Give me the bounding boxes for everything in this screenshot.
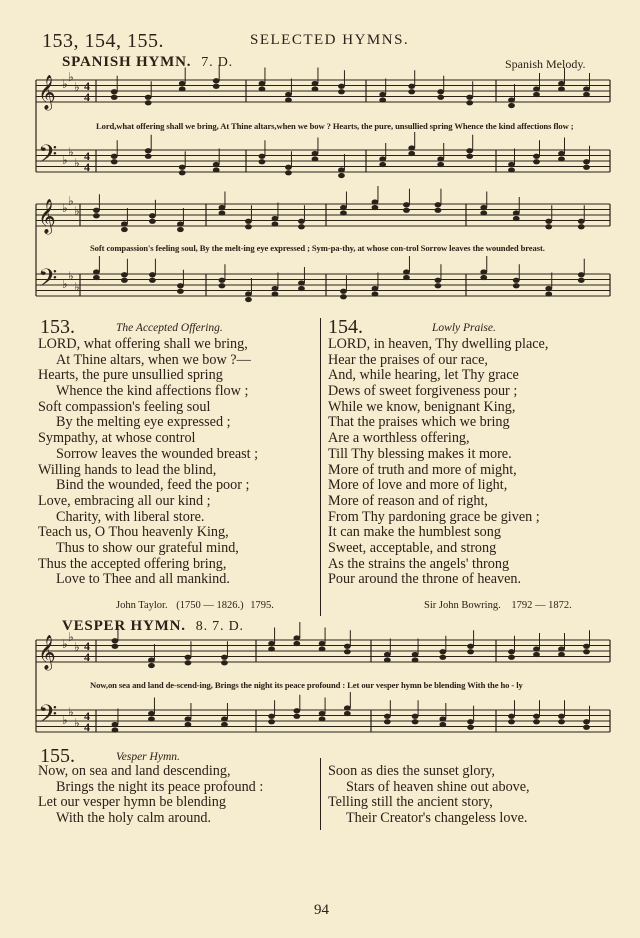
hymn-number-154: 154. xyxy=(328,316,363,338)
tune-meter: 8. 7. D. xyxy=(195,619,244,634)
note-head xyxy=(533,646,540,651)
flat-icon: ♭ xyxy=(62,277,68,291)
verse-line: By the melting eye expressed ; xyxy=(56,414,231,431)
verse-line: Willing hands to lead the blind, xyxy=(38,461,217,478)
note-head xyxy=(583,165,590,170)
flat-icon: ♭ xyxy=(68,145,74,159)
note-head xyxy=(185,655,192,660)
note-head xyxy=(467,649,474,654)
note-head xyxy=(312,151,319,156)
note-head xyxy=(435,278,442,283)
note-head xyxy=(379,97,386,102)
note-head xyxy=(312,156,319,161)
verse-line: Brings the night its peace profound : xyxy=(56,778,264,795)
note-head xyxy=(466,154,473,159)
note-head xyxy=(185,660,192,665)
note-head xyxy=(578,272,585,277)
music-system-2 xyxy=(36,196,614,314)
note-head xyxy=(272,291,279,296)
note-head xyxy=(179,81,186,86)
note-head xyxy=(177,289,184,294)
note-head xyxy=(435,283,442,288)
note-head xyxy=(149,278,156,283)
note-head xyxy=(93,275,100,280)
note-head xyxy=(298,286,305,291)
note-head xyxy=(272,221,279,226)
note-head xyxy=(533,719,540,724)
note-head xyxy=(338,167,345,172)
note-head xyxy=(533,86,540,91)
note-head xyxy=(111,89,118,94)
note-head xyxy=(259,159,266,164)
time-signature-top: 4 xyxy=(84,149,90,163)
hymn-author-153 xyxy=(116,600,274,611)
note-head xyxy=(285,170,292,175)
note-head xyxy=(412,657,419,662)
note-head xyxy=(439,655,446,660)
flat-icon: ♭ xyxy=(68,630,74,644)
note-head xyxy=(372,199,379,204)
note-head xyxy=(185,716,192,721)
verse-line: Telling still the ancient story, xyxy=(328,794,493,811)
note-head xyxy=(145,154,152,159)
note-head xyxy=(439,722,446,727)
verse-line: Thus the accepted offering bring, xyxy=(38,555,227,572)
note-head xyxy=(372,291,379,296)
note-head xyxy=(245,291,252,296)
hymn-author-154 xyxy=(424,600,572,611)
note-head xyxy=(508,719,515,724)
note-head xyxy=(558,151,565,156)
note-head xyxy=(533,154,540,159)
time-signature-bottom: 4 xyxy=(84,160,90,174)
verse-line: Love to Thee and all mankind. xyxy=(56,571,230,588)
verse-line: With the holy calm around. xyxy=(56,810,212,827)
verse-line: Soft compassion's feeling soul xyxy=(38,398,211,415)
note-head xyxy=(259,154,266,159)
note-head xyxy=(112,638,119,643)
note-head xyxy=(583,159,590,164)
note-head xyxy=(179,86,186,91)
note-head xyxy=(213,167,220,172)
verse-line: Hearts, the pure unsullied spring xyxy=(38,367,223,384)
note-head xyxy=(285,97,292,102)
flat-icon: ♭ xyxy=(68,70,74,84)
underlay-system-2: Soft compassion's feeling soul, By the melt-ing eye expressed ; Sym-pa-thy, at whose con-trol Sorrow leaves the wounded breast. xyxy=(90,243,545,253)
time-signature-bottom: 4 xyxy=(84,720,90,734)
note-head xyxy=(145,100,152,105)
flat-icon: ♭ xyxy=(62,713,68,727)
note-head xyxy=(583,92,590,97)
note-head xyxy=(213,84,220,89)
note-head xyxy=(340,205,347,210)
music-system-3 xyxy=(36,632,614,750)
verse-line: Dews of sweet forgiveness pour ; xyxy=(328,383,518,400)
note-head xyxy=(403,208,410,213)
note-head xyxy=(221,660,228,665)
note-head xyxy=(437,95,444,100)
note-head xyxy=(403,202,410,207)
page-header-title: SELECTED HYMNS. xyxy=(250,32,410,48)
note-head xyxy=(558,652,565,657)
note-head xyxy=(145,148,152,153)
column-divider-155 xyxy=(320,758,321,830)
note-head xyxy=(121,278,128,283)
note-head xyxy=(583,86,590,91)
treble-clef-icon: 𝄞 xyxy=(38,636,56,669)
note-head xyxy=(148,716,155,721)
note-head xyxy=(412,719,419,724)
flat-icon: ♭ xyxy=(74,80,80,94)
note-head xyxy=(259,81,266,86)
verse-line: From Thy pardoning grace be given ; xyxy=(328,508,540,525)
treble-clef-icon: 𝄞 xyxy=(38,200,56,233)
note-head xyxy=(480,269,487,274)
note-head xyxy=(583,719,590,724)
hymn-text-154 xyxy=(328,337,548,588)
note-head xyxy=(412,652,419,657)
verse-line: Their Creator's changeless love. xyxy=(346,810,528,827)
note-head xyxy=(437,162,444,167)
note-head xyxy=(148,663,155,668)
note-head xyxy=(508,655,515,660)
note-head xyxy=(111,159,118,164)
verse-line: It can make the humblest song xyxy=(328,524,501,541)
column-divider xyxy=(320,318,321,616)
note-head xyxy=(408,151,415,156)
note-head xyxy=(467,644,474,649)
note-head xyxy=(435,202,442,207)
time-signature-bottom: 4 xyxy=(84,90,90,104)
note-head xyxy=(533,652,540,657)
flat-icon: ♭ xyxy=(74,640,80,654)
note-head xyxy=(384,719,391,724)
note-head xyxy=(319,711,326,716)
verse-line: Thus to show our grateful mind, xyxy=(56,539,239,556)
verse-line: Hear the praises of our race, xyxy=(328,351,488,368)
note-head xyxy=(513,216,520,221)
note-head xyxy=(340,294,347,299)
note-head xyxy=(578,278,585,283)
note-head xyxy=(213,162,220,167)
note-head xyxy=(272,216,279,221)
time-signature-top: 4 xyxy=(84,79,90,93)
note-head xyxy=(259,86,266,91)
note-head xyxy=(508,167,515,172)
note-head xyxy=(545,219,552,224)
note-head xyxy=(466,100,473,105)
note-head xyxy=(213,78,220,83)
flat-icon: ♭ xyxy=(62,153,68,167)
note-head xyxy=(219,278,226,283)
hymn-text-155-right xyxy=(328,764,530,827)
note-head xyxy=(293,635,300,640)
note-head xyxy=(467,719,474,724)
flat-icon: ♭ xyxy=(74,716,80,730)
verse-line: Charity, with liberal store. xyxy=(56,508,205,525)
note-head xyxy=(179,170,186,175)
note-head xyxy=(219,205,226,210)
hymn-year: 1795. xyxy=(250,600,274,611)
note-head xyxy=(372,205,379,210)
note-head xyxy=(177,221,184,226)
note-head xyxy=(437,89,444,94)
note-head xyxy=(268,641,275,646)
verse-line: Now, on sea and land descending, xyxy=(38,763,231,779)
verse-line: Whence the kind affections flow ; xyxy=(56,383,249,400)
note-head xyxy=(148,657,155,662)
note-head xyxy=(272,286,279,291)
note-head xyxy=(344,649,351,654)
note-head xyxy=(121,227,128,232)
note-head xyxy=(578,224,585,229)
verse-line: Let our vesper hymn be blending xyxy=(38,794,226,811)
note-head xyxy=(379,92,386,97)
note-head xyxy=(344,644,351,649)
note-head xyxy=(467,725,474,730)
note-head xyxy=(480,275,487,280)
verse-line: More of truth and more of might, xyxy=(328,461,517,478)
time-signature-top: 4 xyxy=(84,709,90,723)
flat-icon: ♭ xyxy=(74,156,80,170)
note-head xyxy=(513,283,520,288)
verse-line: Sweet, acceptable, and strong xyxy=(328,539,497,556)
author-name: Sir John Bowring. xyxy=(424,600,501,611)
verse-line: Are a worthless offering, xyxy=(328,430,470,447)
verse-line: Teach us, O Thou heavenly King, xyxy=(38,524,229,541)
note-head xyxy=(145,95,152,100)
note-head xyxy=(545,291,552,296)
note-head xyxy=(403,275,410,280)
note-head xyxy=(312,81,319,86)
note-head xyxy=(558,719,565,724)
bass-clef-icon: 𝄢 xyxy=(38,701,58,734)
note-head xyxy=(558,86,565,91)
note-head xyxy=(439,716,446,721)
note-head xyxy=(149,213,156,218)
note-head xyxy=(545,224,552,229)
note-head xyxy=(312,86,319,91)
hymn-subtitle-154: Lowly Praise. xyxy=(432,322,496,334)
note-head xyxy=(340,210,347,215)
note-head xyxy=(558,714,565,719)
note-head xyxy=(268,714,275,719)
author-name: John Taylor. xyxy=(116,600,168,611)
note-head xyxy=(379,162,386,167)
note-head xyxy=(508,714,515,719)
flat-icon: ♭ xyxy=(68,705,74,719)
note-head xyxy=(93,213,100,218)
note-head xyxy=(583,725,590,730)
treble-clef-icon: 𝄞 xyxy=(38,76,56,109)
note-head xyxy=(179,165,186,170)
note-head xyxy=(403,269,410,274)
note-head xyxy=(480,210,487,215)
note-head xyxy=(480,205,487,210)
verse-line: Pour around the throne of heaven. xyxy=(328,571,522,588)
verse-line: More of reason and of right, xyxy=(328,492,488,509)
note-head xyxy=(437,156,444,161)
note-head xyxy=(149,219,156,224)
note-head xyxy=(319,641,326,646)
verse-line: That the praises which we bring xyxy=(328,414,510,431)
verse-line: Till Thy blessing makes it more. xyxy=(328,445,512,462)
note-head xyxy=(319,646,326,651)
note-head xyxy=(112,727,119,732)
note-head xyxy=(558,81,565,86)
note-head xyxy=(508,649,515,654)
note-head xyxy=(513,210,520,215)
note-head xyxy=(221,722,228,727)
note-head xyxy=(466,95,473,100)
verse-line: Love, embracing all our kind ; xyxy=(38,492,211,509)
note-head xyxy=(221,655,228,660)
bass-clef-icon: 𝄢 xyxy=(38,265,58,298)
tune-source: Spanish Melody. xyxy=(505,57,586,71)
note-head xyxy=(219,283,226,288)
verse-line: Sorrow leaves the wounded breast ; xyxy=(56,445,259,462)
time-signature-bottom: 4 xyxy=(84,650,90,664)
note-head xyxy=(293,708,300,713)
flat-icon: ♭ xyxy=(74,280,80,294)
note-head xyxy=(513,278,520,283)
note-head xyxy=(285,92,292,97)
note-head xyxy=(268,719,275,724)
note-head xyxy=(439,649,446,654)
verse-line: Bind the wounded, feed the poor ; xyxy=(56,477,250,494)
note-head xyxy=(583,644,590,649)
underlay-system-1: Lord,what offering shall we bring, At Thine altars,when we bow ? Hearts, the pure, unsullied spring Whence the kind affections flow ; xyxy=(96,121,574,131)
note-head xyxy=(408,84,415,89)
note-head xyxy=(293,641,300,646)
note-head xyxy=(545,286,552,291)
page-number: 94 xyxy=(314,902,329,918)
hymn-subtitle-155: Vesper Hymn. xyxy=(116,751,180,763)
note-head xyxy=(298,224,305,229)
tune-name: VESPER HYMN. xyxy=(62,618,186,634)
note-head xyxy=(508,97,515,102)
tune-title-spanish-hymn xyxy=(62,54,233,71)
underlay-system-3: Now,on sea and land de-scend-ing, Brings the night its peace profound : Let our vesper hymn be blending With the ho - ly xyxy=(90,680,523,690)
note-head xyxy=(583,649,590,654)
time-signature-top: 4 xyxy=(84,639,90,653)
note-head xyxy=(384,714,391,719)
note-head xyxy=(93,269,100,274)
note-head xyxy=(319,716,326,721)
note-head xyxy=(338,89,345,94)
note-head xyxy=(93,208,100,213)
flat-icon: ♭ xyxy=(62,637,68,651)
note-head xyxy=(508,162,515,167)
tune-meter: 7. D. xyxy=(201,55,233,70)
hymn-numbers-header: 153, 154, 155. xyxy=(42,30,164,52)
note-head xyxy=(177,227,184,232)
hymn-number-155: 155. xyxy=(40,745,75,767)
verse-line: While we know, benignant King, xyxy=(328,398,516,415)
note-head xyxy=(298,280,305,285)
tune-name: SPANISH HYMN. xyxy=(62,54,192,70)
note-head xyxy=(408,145,415,150)
note-head xyxy=(111,95,118,100)
hymn-text-155-left xyxy=(38,764,263,827)
verse-line: And, while hearing, let Thy grace xyxy=(328,367,519,384)
hymn-subtitle-153: The Accepted Offering. xyxy=(116,322,223,334)
music-system-1 xyxy=(36,72,614,192)
verse-line: Stars of heaven shine out above, xyxy=(346,778,530,795)
note-head xyxy=(268,646,275,651)
note-head xyxy=(285,165,292,170)
note-head xyxy=(508,103,515,108)
note-head xyxy=(372,286,379,291)
note-head xyxy=(384,657,391,662)
note-head xyxy=(435,208,442,213)
flat-icon: ♭ xyxy=(68,194,74,208)
flat-icon: ♭ xyxy=(62,201,68,215)
note-head xyxy=(412,714,419,719)
note-head xyxy=(112,722,119,727)
hymn-number-153: 153. xyxy=(40,316,75,338)
note-head xyxy=(338,173,345,178)
note-head xyxy=(177,283,184,288)
note-head xyxy=(221,716,228,721)
note-head xyxy=(533,159,540,164)
note-head xyxy=(121,221,128,226)
note-head xyxy=(245,224,252,229)
verse-line: At Thine altars, when we bow ?— xyxy=(56,351,251,368)
note-head xyxy=(121,272,128,277)
verse-line: More of love and more of light, xyxy=(328,477,508,494)
note-head xyxy=(185,722,192,727)
note-head xyxy=(384,652,391,657)
note-head xyxy=(219,210,226,215)
author-dates: 1792 — 1872. xyxy=(511,600,572,611)
verse-line: As the strains the angels' throng xyxy=(328,555,510,572)
note-head xyxy=(533,714,540,719)
flat-icon: ♭ xyxy=(74,204,80,218)
note-head xyxy=(379,156,386,161)
note-head xyxy=(344,705,351,710)
note-head xyxy=(558,156,565,161)
verse-line: Soon as dies the sunset glory, xyxy=(328,763,495,779)
note-head xyxy=(466,148,473,153)
verse-line: LORD, in heaven, Thy dwelling place, xyxy=(328,336,549,352)
note-head xyxy=(533,92,540,97)
note-head xyxy=(111,154,118,159)
author-dates: (1750 — 1826.) xyxy=(176,600,244,611)
bass-clef-icon: 𝄢 xyxy=(38,141,58,174)
note-head xyxy=(340,289,347,294)
note-head xyxy=(408,89,415,94)
hymn-text-153 xyxy=(38,337,258,588)
verse-line: Sympathy, at whose control xyxy=(38,430,196,447)
note-head xyxy=(245,297,252,302)
note-head xyxy=(338,84,345,89)
note-head xyxy=(293,714,300,719)
flat-icon: ♭ xyxy=(62,77,68,91)
note-head xyxy=(558,646,565,651)
verse-line: LORD, what offering shall we bring, xyxy=(38,336,248,352)
note-head xyxy=(344,711,351,716)
note-head xyxy=(112,644,119,649)
note-head xyxy=(298,219,305,224)
note-head xyxy=(148,711,155,716)
note-head xyxy=(149,272,156,277)
flat-icon: ♭ xyxy=(68,269,74,283)
note-head xyxy=(245,219,252,224)
note-head xyxy=(578,219,585,224)
